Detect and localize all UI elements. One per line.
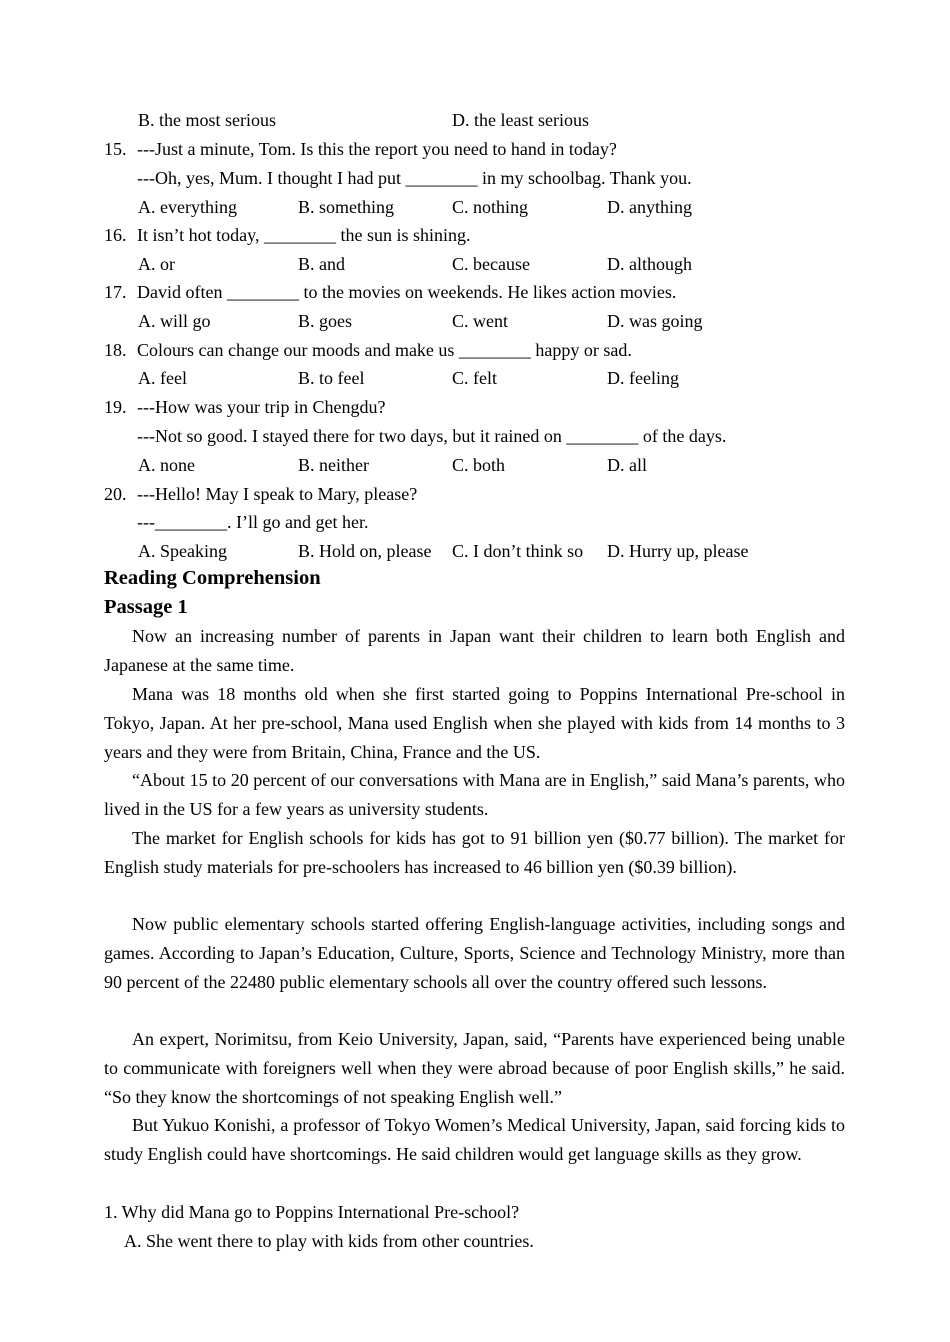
- q19-line-1: ---How was your trip in Chengdu?: [137, 397, 386, 417]
- q16-option-d: D. although: [607, 254, 692, 274]
- passage-paragraph-6: [104, 1025, 845, 1111]
- q20-number: 20.: [104, 484, 127, 504]
- q19-option-c: C. both: [452, 455, 506, 475]
- q17-option-c: C. went: [452, 311, 508, 331]
- passage-paragraph-6-text: An expert, Norimitsu, from Keio University, Japan, said, “Parents have experienced being unable to communicate with foreigners well when they were abroad because of poor English skills,” he said. “So they know the shortcomings of not speaking English well.”: [104, 1029, 845, 1107]
- passage-paragraph-5-text: Now public elementary schools started offering English-language activities, including songs and games. According to Japan’s Education, Culture, Sports, Science and Technology Ministry, more than 90 percent of the 22480 public elementary schools all over the country offered such lessons.: [104, 914, 845, 992]
- q18-option-c: C. felt: [452, 368, 497, 388]
- q19-option-d: D. all: [607, 455, 647, 475]
- passage-paragraph-2-text: Mana was 18 months old when she first started going to Poppins International Pre-school in Tokyo, Japan. At her pre-school, Mana used English when she played with kids from 14 months to 3 years and they were from Britain, China, France and the US.: [104, 684, 845, 762]
- section-title: Reading Comprehension: [104, 567, 321, 589]
- passage-paragraph-1: [104, 622, 845, 680]
- q17-option-a: A. will go: [138, 311, 211, 331]
- q15-option-b: B. something: [298, 197, 395, 217]
- q15-option-a: A. everything: [138, 197, 237, 217]
- q15-number: 15.: [104, 139, 127, 159]
- q15-line-2: ---Oh, yes, Mum. I thought I had put ________ in my schoolbag. Thank you.: [137, 168, 692, 188]
- q20-option-c: C. I don’t think so: [452, 541, 584, 561]
- q18-option-a: A. feel: [138, 368, 187, 388]
- passage-paragraph-3: [104, 766, 845, 824]
- passage-paragraph-2: [104, 680, 845, 766]
- passage-paragraph-5: [104, 910, 845, 996]
- q20-option-a: A. Speaking: [138, 541, 227, 561]
- q17-line-1: David often ________ to the movies on weekends. He likes action movies.: [137, 282, 677, 302]
- q18-line-1: Colours can change our moods and make us ________ happy or sad.: [137, 340, 632, 360]
- reading-question-1: 1. Why did Mana go to Poppins International Pre-school?: [104, 1202, 520, 1222]
- q15-option-c: C. nothing: [452, 197, 529, 217]
- q20-option-d: D. Hurry up, please: [607, 541, 749, 561]
- passage-title: Passage 1: [104, 596, 188, 618]
- q18-number: 18.: [104, 340, 127, 360]
- q16-line-1: It isn’t hot today, ________ the sun is shining.: [137, 225, 471, 245]
- q18-option-b: B. to feel: [298, 368, 365, 388]
- q20-option-b: B. Hold on, please: [298, 541, 432, 561]
- passage-paragraph-4-text: The market for English schools for kids has got to 91 billion yen ($0.77 billion). The market for English study materials for pre-schoolers has increased to 46 billion yen ($0.39 billion).: [104, 828, 845, 877]
- passage-paragraph-4: [104, 824, 845, 882]
- q16-number: 16.: [104, 225, 127, 245]
- q15-option-d: D. anything: [607, 197, 692, 217]
- passage-paragraph-1-text: Now an increasing number of parents in Japan want their children to learn both English and Japanese at the same time.: [104, 626, 845, 675]
- q17-number: 17.: [104, 282, 127, 302]
- q19-option-b: B. neither: [298, 455, 369, 475]
- reading-question-1-option-a: A. She went there to play with kids from other countries.: [124, 1231, 534, 1251]
- q18-option-d: D. feeling: [607, 368, 679, 388]
- passage-paragraph-7-text: But Yukuo Konishi, a professor of Tokyo Women’s Medical University, Japan, said forcing kids to study English could have shortcomings. He said children would get language skills as they grow.: [104, 1115, 845, 1164]
- q19-number: 19.: [104, 397, 127, 417]
- q14-option-b: B. the most serious: [138, 110, 276, 130]
- q17-option-d: D. was going: [607, 311, 703, 331]
- q20-line-2: ---________. I’ll go and get her.: [137, 512, 369, 532]
- q16-option-a: A. or: [138, 254, 175, 274]
- q20-line-1: ---Hello! May I speak to Mary, please?: [137, 484, 418, 504]
- passage-paragraph-7: [104, 1111, 845, 1169]
- q16-option-b: B. and: [298, 254, 345, 274]
- q19-line-2: ---Not so good. I stayed there for two days, but it rained on ________ of the days.: [137, 426, 727, 446]
- passage-paragraph-3-text: “About 15 to 20 percent of our conversations with Mana are in English,” said Mana’s parents, who lived in the US for a few years as university students.: [104, 770, 845, 819]
- q17-option-b: B. goes: [298, 311, 352, 331]
- q16-option-c: C. because: [452, 254, 530, 274]
- q15-line-1: ---Just a minute, Tom. Is this the report you need to hand in today?: [137, 139, 617, 159]
- q19-option-a: A. none: [138, 455, 195, 475]
- q14-option-d: D. the least serious: [452, 110, 589, 130]
